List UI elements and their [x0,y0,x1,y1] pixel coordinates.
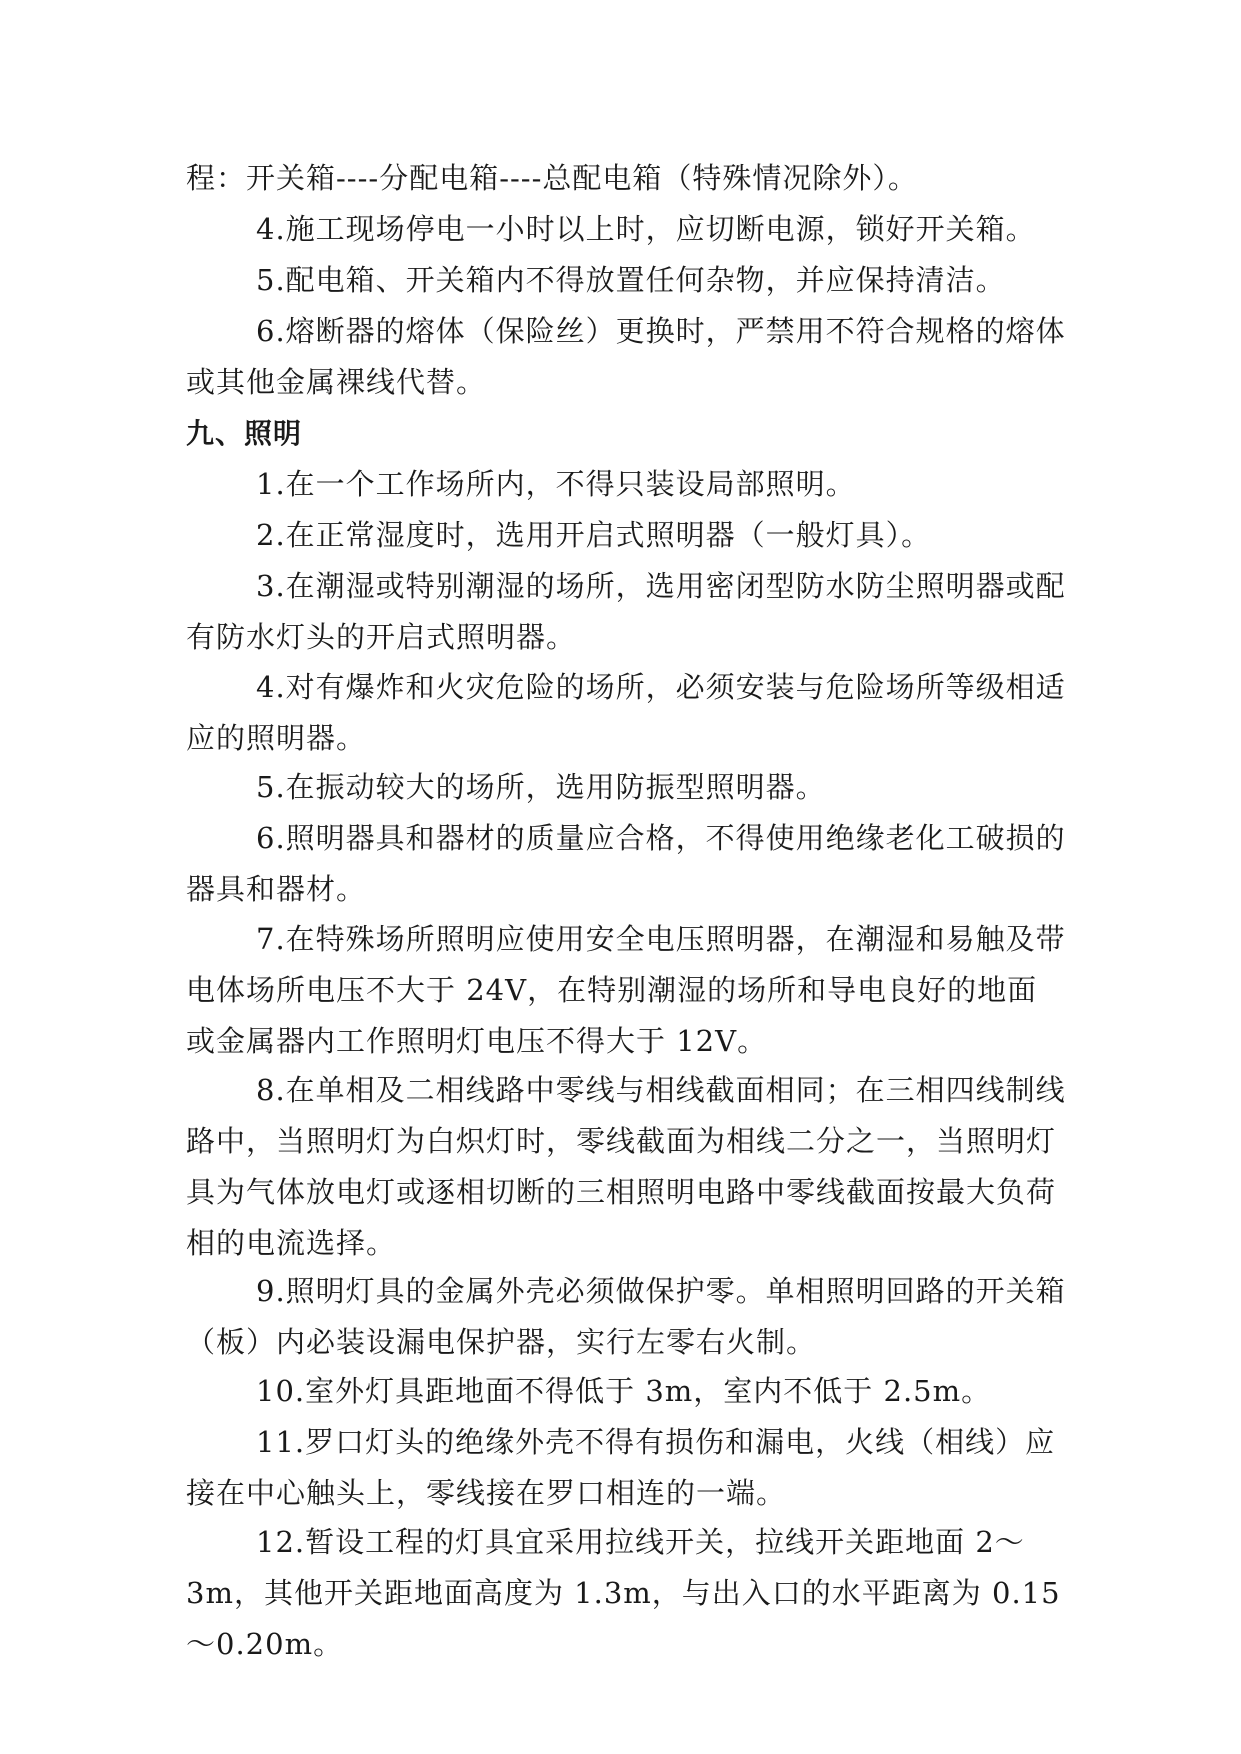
paragraph-lighting-5: 5.在振动较大的场所，选用防振型照明器。 [256,770,826,804]
paragraph-lighting-10: 10.室外灯具距地面不得低于 3m，室内不低于 2.5m。 [256,1374,992,1408]
paragraph-lighting-9: 9.照明灯具的金属外壳必须做保护零。单相照明回路的开关箱（板）内必装设漏电保护器，实行左零右火制。 [186,1274,1066,1359]
paragraph-lighting-7: 7.在特殊场所照明应使用安全电压照明器，在潮湿和易触及带电体场所电压不大于 24V，在特别潮湿的场所和导电良好的地面或金属器内工作照明灯电压不得大于 12V。 [186,922,1066,1058]
paragraph-item-4-power: 4.施工现场停电一小时以上时，应切断电源，锁好开关箱。 [256,212,1036,246]
paragraph-continuation: 程：开关箱----分配电箱----总配电箱（特殊情况除外）。 [186,161,918,195]
paragraph-lighting-1: 1.在一个工作场所内，不得只装设局部照明。 [256,467,856,501]
paragraph-lighting-8: 8.在单相及二相线路中零线与相线截面相同；在三相四线制线路中，当照明灯为白炽灯时，零线截面为相线二分之一，当照明灯具为气体放电灯或逐相切断的三相照明电路中零线截面按最大负荷相的电流选择。 [186,1073,1066,1260]
paragraph-item-5-boxes: 5.配电箱、开关箱内不得放置任何杂物，并应保持清洁。 [256,263,1006,297]
paragraph-lighting-3: 3.在潮湿或特别潮湿的场所，选用密闭型防水防尘照明器或配有防水灯头的开启式照明器。 [186,569,1066,654]
section-heading-lighting: 九、照明 [186,417,303,450]
paragraph-item-6-fuse: 6.熔断器的熔体（保险丝）更换时，严禁用不符合规格的熔体或其他金属裸线代替。 [186,314,1066,399]
paragraph-lighting-11: 11.罗口灯头的绝缘外壳不得有损伤和漏电，火线（相线）应接在中心触头上，零线接在罗口相连的一端。 [186,1425,1056,1510]
paragraph-lighting-6: 6.照明器具和器材的质量应合格，不得使用绝缘老化工破损的器具和器材。 [186,821,1066,906]
paragraph-lighting-4: 4.对有爆炸和火灾危险的场所，必须安装与危险场所等级相适应的照明器。 [186,670,1066,755]
paragraph-lighting-2: 2.在正常湿度时，选用开启式照明器（一般灯具）。 [256,518,932,552]
paragraph-lighting-12: 12.暂设工程的灯具宜采用拉线开关，拉线开关距地面 2～3m，其他开关距地面高度为 1.3m，与出入口的水平距离为 0.15～0.20m。 [186,1525,1061,1661]
